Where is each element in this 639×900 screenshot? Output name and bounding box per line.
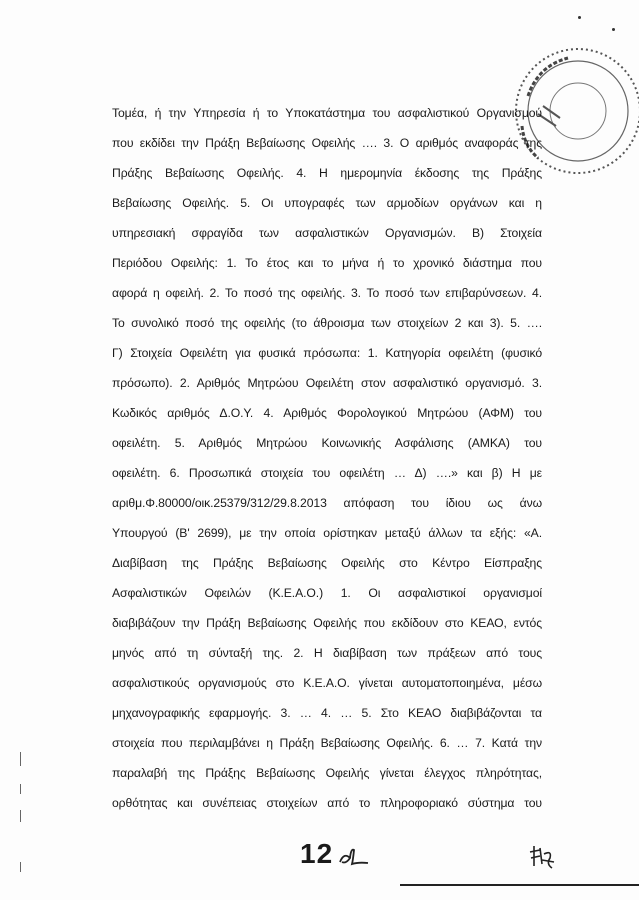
text-line: Υπουργού (Β' 2699), με την οποία ορίστηκαν μεταξύ άλλων τα εξής: «Α. <box>112 526 542 540</box>
text-line: ασφαλιστικούς οργανισμούς στο Κ.Ε.Α.Ο. γίνεται αυτοματοποιημένα, μέσω <box>112 676 542 690</box>
scan-speck <box>612 28 615 31</box>
margin-mark <box>20 810 21 822</box>
text-line: αριθμ.Φ.80000/οικ.25379/312/29.8.2013 απόφαση του ίδιου ως άνω <box>112 496 542 510</box>
text-line: Γ) Στοιχεία Οφειλέτη για φυσικά πρόσωπα: 1. Κατηγορία οφειλέτη (φυσικό <box>112 346 542 360</box>
page-number: 12 <box>300 838 334 869</box>
text-line: οφειλέτη. 5. Αριθμός Μητρώου Κοινωνικής Ασφάλισης (ΑΜΚΑ) του <box>112 436 542 450</box>
scan-speck <box>578 16 581 19</box>
text-line: Πράξης Βεβαίωσης Οφειλής. 4. Η ημερομηνία έκδοσης της Πράξης <box>112 166 542 180</box>
text-line: Περιόδου Οφειλής: 1. Το έτος και το μήνα ή το χρονικό διάστημα που <box>112 256 542 270</box>
text-line: Βεβαίωσης Οφειλής. 5. Οι υπογραφές των αρμοδίων οργάνων και η <box>112 196 542 210</box>
margin-mark <box>20 784 21 794</box>
text-line: Τομέα, ή την Υπηρεσία ή το Υποκατάστημα του ασφαλιστικού Οργανισμού <box>112 106 542 120</box>
text-line: διαβιβάζουν την Πράξη Βεβαίωσης Οφειλής που εκδίδουν στο ΚΕΑΟ, εντός <box>112 616 542 630</box>
text-line: στοιχεία που περιλαμβάνει η Πράξη Βεβαίωσης Οφειλής. 6. … 7. Κατά την <box>112 736 542 750</box>
text-line: που εκδίδει την Πράξη Βεβαίωσης Οφειλής …. 3. Ο αριθμός αναφοράς της <box>112 136 542 150</box>
text-line: Το συνολικό ποσό της οφειλής (το άθροισμα των στοιχείων 2 και 3). 5. …. <box>112 316 542 330</box>
text-line: μηνός από τη σύνταξή της. 2. Η διαβίβαση των πράξεων από τους <box>112 646 542 660</box>
text-line: πρόσωπο). 2. Αριθμός Μητρώου Οφειλέτη στον ασφαλιστικό οργανισμό. 3. <box>112 376 542 390</box>
signature-initial <box>336 846 372 868</box>
text-line: αφορά η οφειλή. 2. Το ποσό της οφειλής. 3. Το ποσό των επιβαρύνσεων. 4. <box>112 286 542 300</box>
margin-mark <box>20 752 21 766</box>
text-line: παραλαβή της Πράξης Βεβαίωσης Οφειλής γίνεται έλεγχος πληρότητας, <box>112 766 542 780</box>
signature-initials <box>528 842 556 872</box>
text-line: Ασφαλιστικών Οφειλών (Κ.Ε.Α.Ο.) 1. Οι ασφαλιστικοί οργανισμοί <box>112 586 542 600</box>
text-line: οφειλέτη. 6. Προσωπικά στοιχεία του οφειλέτη … Δ) ….» και β) Η με <box>112 466 542 480</box>
text-line: Διαβίβαση της Πράξης Βεβαίωσης Οφειλής στο Κέντρο Είσπραξης <box>112 556 542 570</box>
bottom-scan-edge <box>400 884 639 886</box>
text-line: υπηρεσιακή σφραγίδα των ασφαλιστικών Οργανισμών. Β) Στοιχεία <box>112 226 542 240</box>
margin-mark <box>20 862 21 872</box>
text-line: μηχανογραφικής εφαρμογής. 3. … 4. … 5. Στο ΚΕΑΟ διαβιβάζονται τα <box>112 706 542 720</box>
text-line: Κωδικός αριθμός Δ.Ο.Υ. 4. Αριθμός Φορολογικού Μητρώου (ΑΦΜ) του <box>112 406 542 420</box>
text-line: ορθότητας και συνέπειας στοιχείων από το πληροφοριακό σύστημα του <box>112 796 542 810</box>
